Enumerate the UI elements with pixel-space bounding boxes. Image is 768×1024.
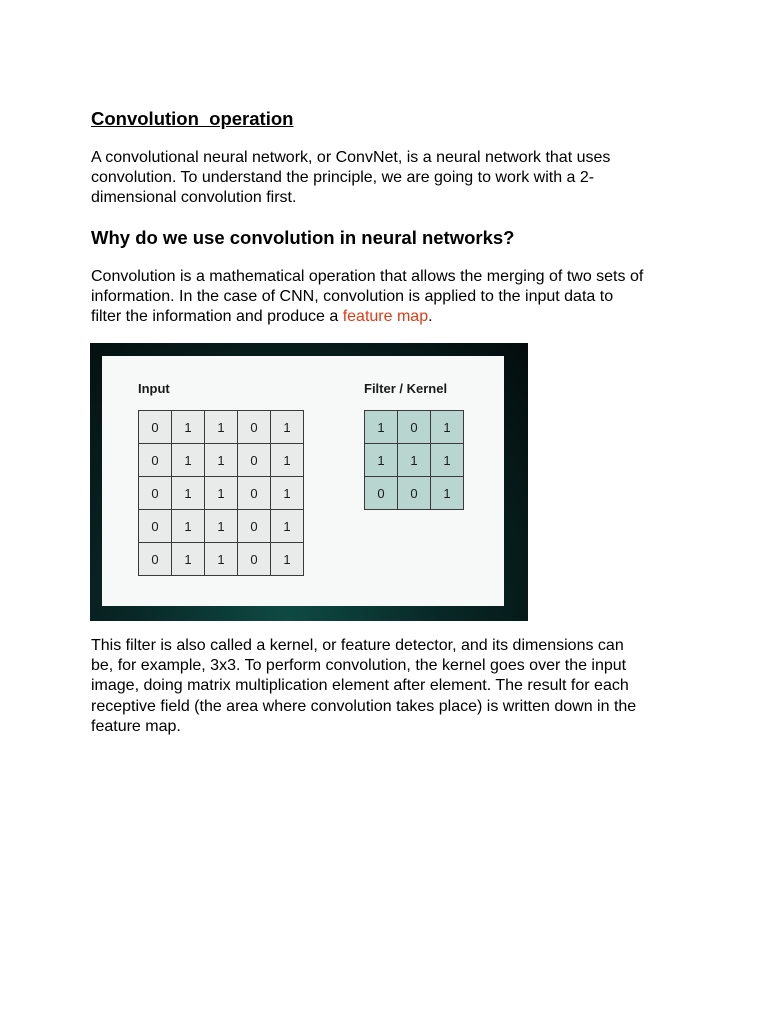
input-matrix-cell: 0 xyxy=(139,510,172,543)
input-label: Input xyxy=(138,381,170,396)
explanation-paragraph xyxy=(91,267,691,328)
input-matrix-cell: 1 xyxy=(205,411,238,444)
input-matrix-row xyxy=(139,543,304,576)
intro-line: dimensional convolution first. xyxy=(91,189,297,207)
filter-matrix-row xyxy=(365,477,464,510)
section-heading: Convolution operation xyxy=(91,108,294,129)
input-matrix-cell: 1 xyxy=(271,411,304,444)
input-matrix-cell: 0 xyxy=(238,411,271,444)
input-matrix-cell: 1 xyxy=(172,444,205,477)
filter-matrix-cell: 0 xyxy=(398,411,431,444)
intro-line: convolution. To understand the principle, we are going to work with a 2- xyxy=(91,169,595,187)
kernel-paragraph xyxy=(91,636,691,737)
input-matrix-cell: 0 xyxy=(139,444,172,477)
input-matrix-row xyxy=(139,444,304,477)
explanation-line: Convolution is a mathematical operation that allows the merging of two sets of xyxy=(91,268,644,285)
explanation-text: filter the information and produce a xyxy=(91,308,343,326)
figure-panel xyxy=(102,356,504,606)
kernel-line: This filter is also called a kernel, or feature detector, and its dimensions can xyxy=(91,637,624,654)
input-matrix-cell: 1 xyxy=(271,477,304,510)
kernel-line: feature map. xyxy=(91,717,181,735)
kernel-line: image, doing matrix multiplication element after element. The result for each xyxy=(91,677,629,695)
kernel-line: receptive field (the area where convolution takes place) is written down in the xyxy=(91,697,637,715)
input-matrix-cell: 1 xyxy=(271,543,304,576)
convolution-figure xyxy=(90,343,528,621)
explanation-line xyxy=(91,307,691,327)
intro-paragraph xyxy=(91,148,691,209)
input-matrix-cell: 0 xyxy=(139,543,172,576)
filter-matrix-cell: 1 xyxy=(365,411,398,444)
filter-matrix-cell: 1 xyxy=(365,444,398,477)
filter-matrix-row xyxy=(365,411,464,444)
filter-matrix-cell: 1 xyxy=(431,444,464,477)
input-matrix-cell: 1 xyxy=(172,510,205,543)
kernel-line: be, for example, 3x3. To perform convolution, the kernel goes over the input xyxy=(91,657,627,675)
feature-map-link[interactable]: feature map xyxy=(342,308,429,326)
input-matrix-cell: 0 xyxy=(238,510,271,543)
input-matrix-cell: 1 xyxy=(205,510,238,543)
filter-matrix xyxy=(364,410,464,510)
input-matrix xyxy=(138,410,304,576)
input-matrix-cell: 0 xyxy=(238,543,271,576)
input-matrix-cell: 1 xyxy=(172,411,205,444)
input-matrix-row xyxy=(139,411,304,444)
input-matrix-row xyxy=(139,477,304,510)
input-matrix-cell: 1 xyxy=(271,510,304,543)
explanation-text: . xyxy=(428,308,433,326)
input-matrix-cell: 1 xyxy=(205,444,238,477)
input-matrix-cell: 0 xyxy=(139,477,172,510)
filter-label: Filter / Kernel xyxy=(364,381,448,396)
input-matrix-cell: 0 xyxy=(139,411,172,444)
subheading: Why do we use convolution in neural networks? xyxy=(91,227,515,248)
explanation-line: information. In the case of CNN, convolution is applied to the input data to xyxy=(91,288,614,306)
filter-matrix-row xyxy=(365,444,464,477)
input-matrix-cell: 1 xyxy=(172,543,205,576)
input-matrix-cell: 1 xyxy=(172,477,205,510)
filter-matrix-cell: 1 xyxy=(431,411,464,444)
input-matrix-cell: 1 xyxy=(205,543,238,576)
input-matrix-cell: 0 xyxy=(238,477,271,510)
input-matrix-cell: 0 xyxy=(238,444,271,477)
filter-matrix-cell: 0 xyxy=(365,477,398,510)
input-matrix-cell: 1 xyxy=(271,444,304,477)
input-matrix-row xyxy=(139,510,304,543)
input-matrix-cell: 1 xyxy=(205,477,238,510)
intro-line: A convolutional neural network, or ConvNet, is a neural network that uses xyxy=(91,149,611,166)
filter-matrix-cell: 1 xyxy=(398,444,431,477)
filter-matrix-cell: 1 xyxy=(431,477,464,510)
filter-matrix-cell: 0 xyxy=(398,477,431,510)
